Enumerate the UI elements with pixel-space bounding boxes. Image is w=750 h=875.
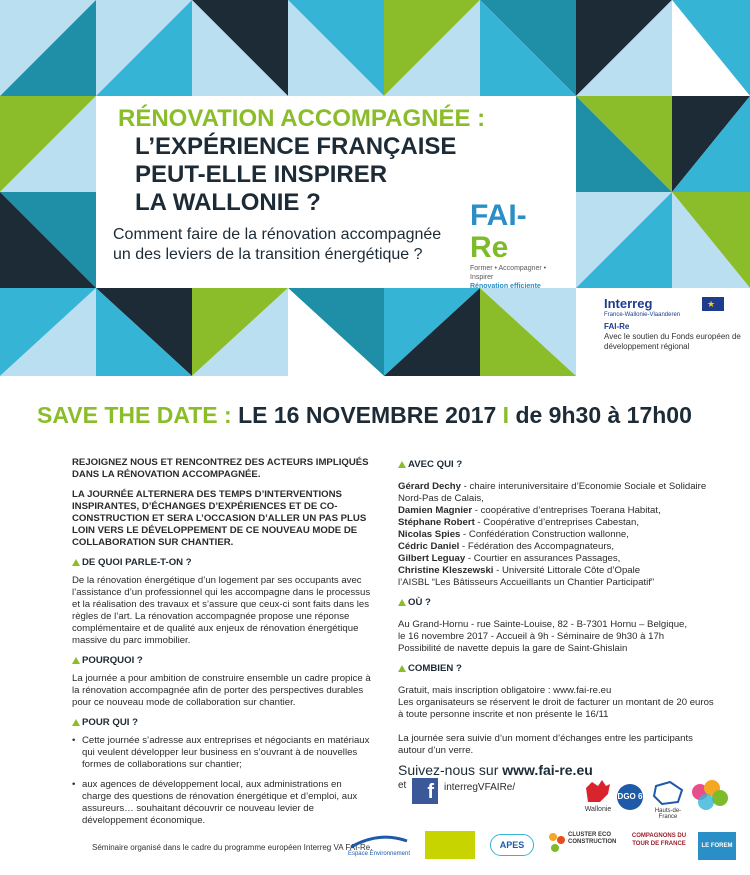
section-why-title: POURQUOI ? [72, 655, 372, 667]
hauts-de-france-logo [648, 780, 688, 820]
section-cost-title: COMBIEN ? [398, 663, 718, 675]
cluster-dots-icon [548, 832, 566, 854]
speaker-5-role: - Fédération des Accompagnateurs, [459, 541, 614, 552]
section-who-title: POUR QUI ? [72, 717, 372, 729]
speaker-6 [398, 553, 718, 565]
speaker-1-name: Gérard Dechy [398, 481, 461, 492]
interreg-region: France-Wallonie-Vlaanderen [604, 312, 681, 318]
hauts-de-france-label: Hauts-de-France [654, 808, 682, 820]
save-the-date [37, 402, 692, 429]
speaker-7-name: Christine Kleszewski [398, 565, 494, 576]
cluster-label: CLUSTER ECO CONSTRUCTION [568, 832, 617, 845]
speaker-7-extra: l’AISBL “Les Bâtisseurs Accueillants un Chantier Participatif” [398, 577, 655, 588]
speaker-7 [398, 565, 718, 577]
speaker-2 [398, 505, 718, 517]
right-column [398, 457, 718, 757]
speaker-5 [398, 541, 718, 553]
cost-line-2: Les organisateurs se réservent le droit de facturer un montant de 20 euros à toute personne inscrite et non présente le 16/11 [398, 697, 714, 720]
speaker-5-name: Cédric Daniel [398, 541, 460, 552]
wallonie-label: Wallonie [584, 806, 612, 813]
std-label: SAVE THE DATE : [37, 402, 232, 428]
subtitle-line-1: Comment faire de la rénovation accompagnée [113, 226, 442, 243]
yellow-org-logo [425, 831, 475, 859]
dgo-logo: DGO 6 [617, 784, 643, 810]
follow-url-link[interactable]: www.fai-re.eu [502, 762, 593, 778]
swoosh-icon [349, 835, 409, 849]
title-line-3: PEUT-ELLE INSPIRER [135, 161, 388, 188]
title-line-1: RÉNOVATION ACCOMPAGNÉE : [118, 105, 486, 132]
colorful-hands-icon [690, 778, 730, 814]
logo-tagline: Former • Accompagner • Inspirer [470, 265, 547, 281]
region-map-icon [650, 780, 686, 806]
section-with-whom-title: AVEC QUI ? [398, 459, 718, 471]
speaker-4-name: Nicolas Spies [398, 529, 461, 540]
speaker-6-role: - Courtier en assurances Passages, [465, 553, 621, 564]
fai-re-logo [470, 199, 560, 290]
eu-flag-icon: ★ [702, 297, 724, 311]
speaker-3-name: Stéphane Robert [398, 517, 475, 528]
intro-2: LA JOURNÉE ALTERNERA DES TEMPS D’INTERVENTIONS INSPIRANTES, D’ÉCHANGES D’EXPÉRIENCES ET DE CO-CONSTRUCTION ET SERA L’OCCASION D’ALLER UN PAS PLUS LOIN VERS LE DÉVELOPPEMENT DE CE NOUVEAU MODE DE COLLABORATION SUR CHANTIER. [72, 489, 367, 548]
speaker-4-role: - Confédération Construction wallonne, [460, 529, 629, 540]
subtitle-line-2: un des leviers de la transition énergétique ? [113, 246, 423, 263]
espace-environnement-label: Espace Environnement [347, 851, 411, 857]
title-line-2: L’EXPÉRIENCE FRANÇAISE [135, 133, 457, 160]
interreg-project: FAI-Re [604, 322, 630, 331]
wallonie-logo [580, 778, 616, 813]
speaker-3 [398, 517, 718, 529]
who-bullet-2: • aux agences de développement local, aux administrations en charge des questions de rénovation énergétique et d’emploi, aux assureurs… souhaitant découvrir ce nouveau levier de développement économique. [72, 779, 372, 827]
and-text: et [398, 780, 407, 791]
std-date: LE 16 NOVEMBRE 2017 [238, 402, 497, 428]
speaker-3-role: - Coopérative d’entreprises Cabestan, [474, 517, 640, 528]
speaker-1-role: - chaire interuniversitaire d’Economie Sociale et Solidaire Nord-Pas de Calais, [398, 481, 707, 504]
where-line-2: le 16 novembre 2017 - Accueil à 9h - Séminaire de 9h30 à 17h [398, 631, 665, 642]
speaker-2-role: - coopérative d’entreprises Toerana Habitat, [472, 505, 661, 516]
intro-1: REJOIGNEZ NOUS ET RENCONTREZ DES ACTEURS IMPLIQUÉS DANS LA RÉNOVATION ACCOMPAGNÉE. [72, 457, 369, 480]
follow-prefix: Suivez-nous sur [398, 762, 503, 778]
hands-logo [690, 778, 730, 814]
logo-tagline-2: Rénovation efficiente [470, 283, 541, 290]
interreg-logo [598, 292, 746, 364]
espace-environnement-logo [347, 835, 411, 857]
title-line-4: LA WALLONIE ? [135, 189, 321, 216]
section-what-title: DE QUOI PARLE-T-ON ? [72, 557, 372, 569]
speaker-1 [398, 481, 718, 505]
left-column [72, 457, 372, 835]
logo-re-text: Re [470, 231, 509, 264]
logo-fai-text: FAI- [470, 199, 527, 232]
interreg-name: Interreg [604, 296, 653, 311]
rooster-icon [580, 778, 616, 804]
section-where-title: OÙ ? [398, 597, 718, 609]
section-why-text: La journée a pour ambition de construire ensemble un cadre propice à la rénovation accompagnée afin de porter des perspectives durables pour ce nouveau mode de collaboration sur chantier. [72, 673, 371, 708]
section-what-text: De la rénovation énergétique d’un logement par ses occupants avec l’assistance d’un professionnel qui les accompagne dans le processus et la réalisation des travaux et s’assure que ceux-ci sont faits dans les règles de l’art. La rénovation accompagnée propose une réponse complémentaire et de qualité aux enjeux de rénovation énergétique massive du parc immobilier. [72, 575, 371, 646]
compagnons-logo: COMPAGNONS DU TOUR DE FRANCE [631, 833, 687, 847]
where-line-3: Possibilité de navette depuis la gare de Saint-Ghislain [398, 643, 628, 654]
facebook-handle-link[interactable]: interregVFAIRe/ [444, 782, 516, 793]
std-separator: I [502, 402, 510, 428]
footer-note: Séminaire organisé dans le cadre du programme européen Interreg VA FAI-Re. [92, 843, 373, 852]
apes-logo: APES [490, 834, 534, 856]
std-time: de 9h30 à 17h00 [515, 402, 692, 428]
interreg-support: Avec le soutien du Fonds européen de développement régional [604, 332, 741, 351]
speaker-7-role: - Université Littorale Côte d’Opale [493, 565, 641, 576]
cost-line-1: Gratuit, mais inscription obligatoire : www.fai-re.eu [398, 685, 612, 696]
facebook-icon[interactable]: f [412, 778, 438, 804]
speaker-6-name: Gilbert Leguay [398, 553, 466, 564]
who-bullet-1: • Cette journée s’adresse aux entreprises et négociants en matériaux qui veulent développer leur business en s’ouvrant à de nouvelles formes de collaborations sur chantier; [72, 735, 372, 771]
header-banner [0, 0, 750, 376]
speaker-2-name: Damien Magnier [398, 505, 473, 516]
closing-text: La journée sera suivie d’un moment d’échanges entre les participants autour d’un verre. [398, 733, 693, 756]
where-line-1: Au Grand-Hornu - rue Sainte-Louise, 82 - B-7301 Hornu – Belgique, [398, 619, 688, 630]
cluster-logo [548, 832, 616, 846]
speaker-4 [398, 529, 718, 541]
le-forem-logo: LE FOREM [698, 832, 736, 860]
follow-us [398, 762, 593, 778]
